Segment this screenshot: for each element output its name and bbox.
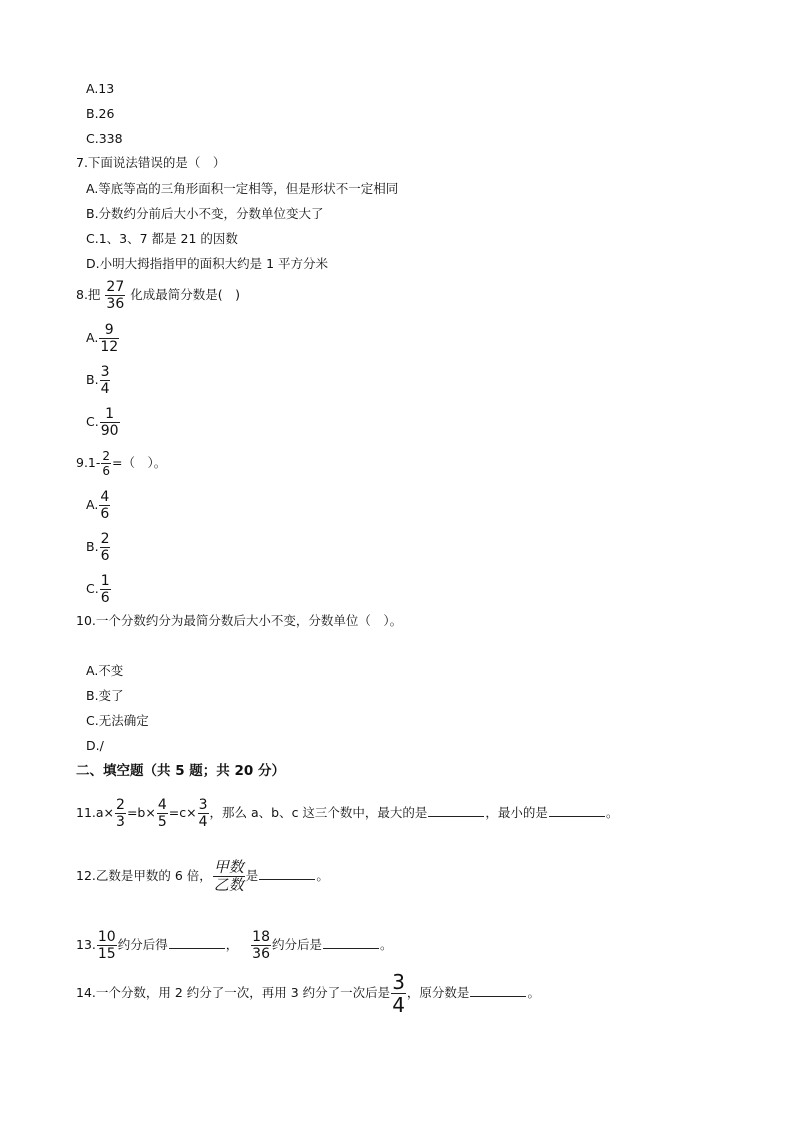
q14-fraction: $\frac{3}{4}$ — [392, 970, 405, 1017]
q9-option-b-fraction: $\frac{2}{6}$ — [100, 531, 110, 564]
q10-option-d: D./ — [86, 738, 104, 753]
answer-blank[interactable] — [470, 984, 526, 997]
q11-fraction-3: $\frac{3}{4}$ — [198, 797, 208, 830]
q10-stem: 10.一个分数约分为最简分数后大小不变，分数单位（ ）。 — [76, 613, 403, 628]
q8-option-c: C. $\frac{1}{90}$ — [86, 406, 119, 439]
q10-option-b: B.变了 — [86, 688, 124, 703]
q9-option-b: B. $\frac{2}{6}$ — [86, 531, 110, 564]
answer-blank[interactable] — [169, 936, 225, 949]
q10-option-c: C.无法确定 — [86, 713, 149, 728]
q9-option-c-fraction: $\frac{1}{6}$ — [100, 573, 110, 606]
q8-fraction: $\frac{27}{36}$ — [106, 279, 125, 312]
q6-option-c: C.338 — [86, 131, 123, 146]
q7-option-d: D.小明大拇指指甲的面积大约是 1 平方分米 — [86, 256, 328, 271]
q9-fraction: $\frac{2}{6}$ — [102, 449, 111, 478]
q11-fraction-2: $\frac{4}{5}$ — [157, 797, 167, 830]
q8-suffix: 化成最简分数是( ) — [130, 287, 240, 302]
q8-stem — [76, 280, 240, 311]
q9-option-a-fraction: $\frac{4}{6}$ — [100, 489, 110, 522]
q8-option-b: B. $\frac{3}{4}$ — [86, 364, 110, 397]
q6-option-b: B.26 — [86, 106, 115, 121]
q11: 11.a× $\frac{2}{3}$ =b× $\frac{4}{5}$ =c× $\frac{3}{4}$ ，那么 a、b、c 这三个数中，最大的是 ，最小的是 。 — [76, 797, 619, 830]
q8-option-b-fraction: $\frac{3}{4}$ — [100, 364, 110, 397]
q8-option-c-fraction: $\frac{1}{90}$ — [100, 406, 119, 439]
q10-option-a: A.不变 — [86, 663, 124, 678]
q7-option-b: B.分数约分前后大小不变，分数单位变大了 — [86, 206, 324, 221]
q8-option-a-fraction: $\frac{9}{12}$ — [100, 322, 119, 355]
q9-option-a: A. $\frac{4}{6}$ — [86, 489, 110, 522]
q13-fraction-1: $\frac{10}{15}$ — [97, 929, 116, 962]
answer-blank[interactable] — [323, 936, 379, 949]
q9-option-c: C. $\frac{1}{6}$ — [86, 573, 110, 606]
q11-fraction-1: $\frac{2}{3}$ — [116, 797, 125, 830]
section-heading: 二、填空题（共 5 题；共 20 分） — [76, 763, 285, 779]
answer-blank[interactable] — [259, 867, 315, 880]
q8-prefix: 8.把 — [76, 287, 101, 302]
q6-option-a: A.13 — [86, 81, 115, 96]
answer-blank[interactable] — [549, 804, 605, 817]
q9-stem: 9.1- $\frac{2}{6}$ =（ ）。 — [76, 449, 167, 478]
q13: 13. $\frac{10}{15}$ 约分后得 ， $\frac{18}{36}$ 约分后是 。 — [76, 929, 393, 962]
q12-fraction: $\frac{\text{甲数}}{\text{乙数}}$ — [213, 858, 244, 894]
q8-option-a: A. $\frac{9}{12}$ — [86, 322, 119, 355]
q12: 12.乙数是甲数的 6 倍， $\frac{\text{甲数}}{\text{乙数}}$ 是 。 — [76, 858, 329, 894]
q13-fraction-2: $\frac{18}{36}$ — [252, 929, 270, 962]
q7-option-c: C.1、3、7 都是 21 的因数 — [86, 231, 238, 246]
q14: 14.一个分数，用 2 约分了一次，再用 3 约分了一次后是 $\frac{3}{4}$ ，原分数是 。 — [76, 970, 540, 1017]
q7-option-a: A.等底等高的三角形面积一定相等，但是形状不一定相同 — [86, 181, 399, 196]
q7-stem: 7.下面说法错误的是（ ） — [76, 155, 226, 170]
answer-blank[interactable] — [428, 804, 484, 817]
